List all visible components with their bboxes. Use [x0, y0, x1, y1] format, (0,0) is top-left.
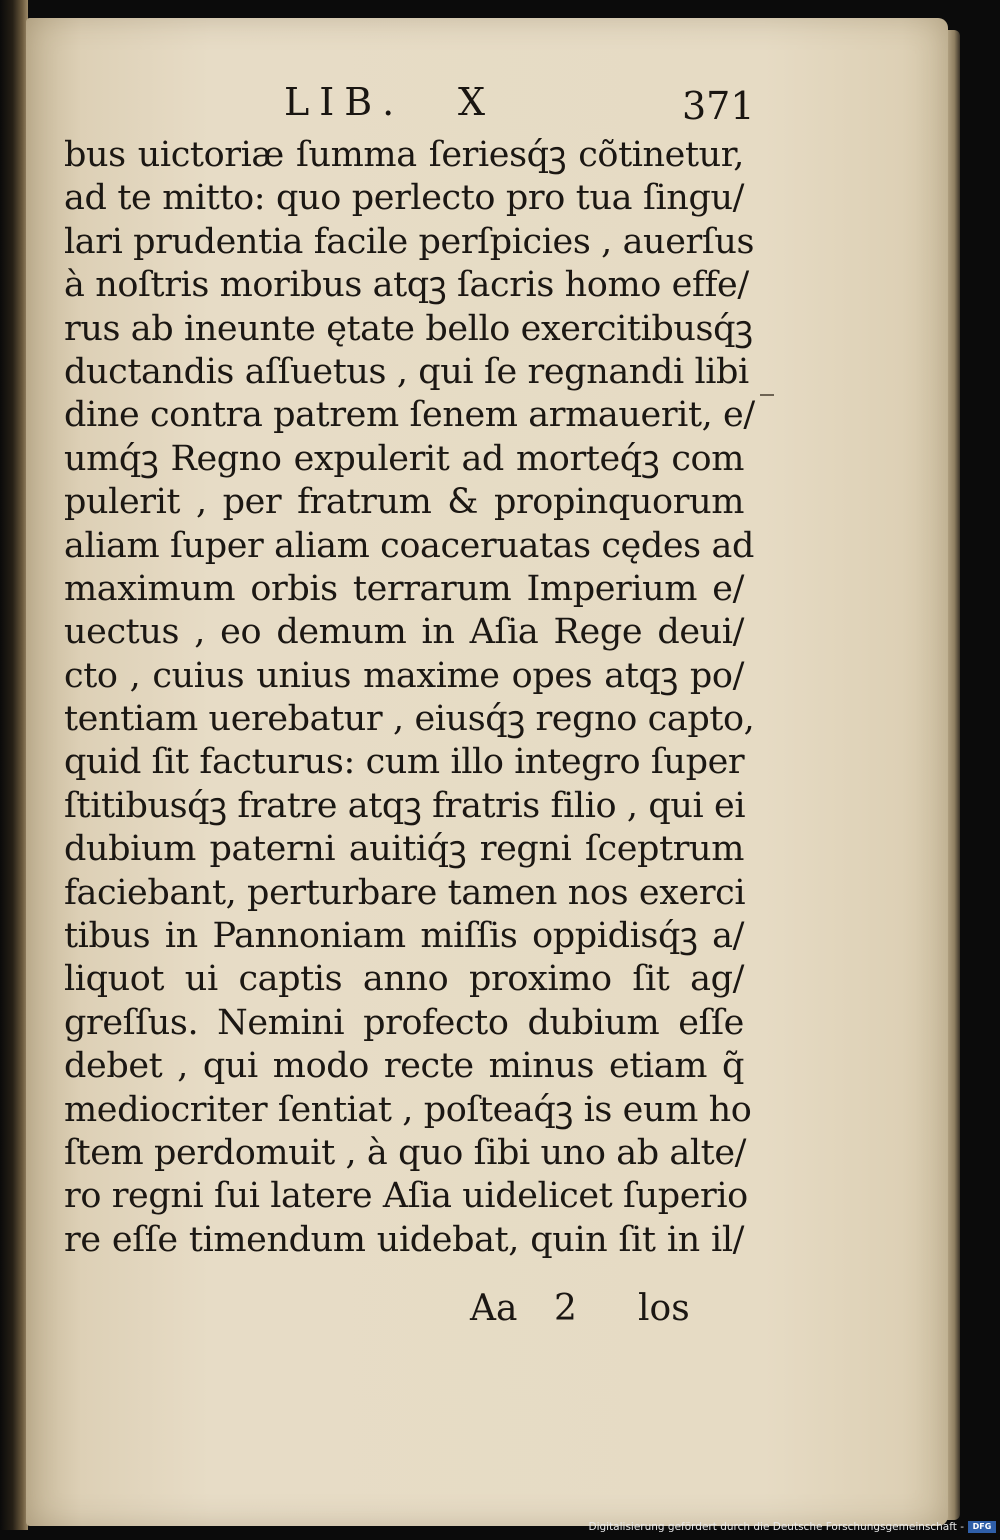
running-head-book-number: X	[458, 80, 486, 124]
text-line: umq́ꝫ Regno expulerit ad morteq́ꝫ com	[64, 438, 744, 479]
text-line: rus ab ineunte ętate bello exercitibusq́ꝫ	[64, 308, 753, 349]
text-line: tentiam uerebatur , eiusq́ꝫ regno capto,	[64, 699, 755, 740]
footer-credit: Digitalisierung gefördert durch die Deutsche Forschungsgemeinschaft -	[588, 1521, 964, 1533]
catchline	[470, 1288, 710, 1334]
text-line: à noſtris moribus atqꝫ ſacris homo effe/	[64, 265, 749, 306]
text-line: maximum orbis terrarum Imperium e/	[64, 568, 744, 609]
dfg-logo-icon: DFG	[968, 1521, 996, 1533]
running-head-book: LIB.	[284, 80, 405, 124]
text-line: re eſſe timendum uidebat, quin ſit in il/	[64, 1219, 744, 1260]
text-line: liquot ui captis anno proximo ſit ag/	[64, 959, 744, 1000]
text-line: quid ſit facturus: cum illo integro ſuper	[64, 742, 745, 783]
text-line: debet , qui modo recte minus etiam q̃	[64, 1046, 744, 1087]
text-line: ductandis aſſuetus , qui ſe regnandi libi	[64, 351, 749, 392]
text-line: ro regni ſui latere Aſia uidelicet ſuperio	[64, 1176, 748, 1217]
book-spine	[0, 0, 28, 1530]
text-line: mediocriter ſentiat , poſteaq́ꝫ is eum ho	[64, 1089, 752, 1130]
text-line: uectus , eo demum in Aſia Rege deui/	[64, 612, 744, 653]
text-line: faciebant, perturbare tamen nos exerci	[64, 872, 746, 913]
text-line: ſtem perdomuit , à quo ſibi uno ab alte/	[64, 1132, 747, 1173]
margin-mark	[760, 394, 774, 396]
text-line: aliam ſuper aliam coaceruatas cędes ad	[64, 525, 754, 566]
catchword: los	[638, 1288, 690, 1329]
text-line: greſſus. Nemini profecto dubium eſſe	[64, 1002, 744, 1043]
text-line: dine contra patrem ſenem armauerit, e/	[64, 395, 755, 436]
signature-number: 2	[554, 1288, 577, 1329]
page-fore-edge	[946, 30, 960, 1520]
text-line: tibus in Pannoniam miſſis oppidisq́ꝫ a/	[64, 916, 744, 957]
text-line: cto , cuius unius maxime opes atqꝫ po/	[64, 655, 744, 696]
text-line: bus uictoriæ ſumma ſeriesq́ꝫ cõtinetur,	[64, 135, 744, 175]
text-line: lari prudentia facile perſpicies , auerſus	[64, 221, 755, 262]
digitization-footer	[588, 1518, 996, 1536]
text-line: pulerit , per fratrum & propinquorum	[64, 482, 744, 523]
text-line: ſtitibusq́ꝫ fratre atqꝫ fratris filio , qui ei	[64, 785, 746, 826]
running-head	[30, 80, 950, 130]
signature-mark: Aa	[470, 1288, 518, 1329]
text-line: ad te mitto: quo perlecto pro tua ſingu/	[64, 178, 744, 219]
body-text	[64, 134, 755, 1262]
page-number: 371	[682, 84, 755, 128]
text-line: dubium paterni auitiq́ꝫ regni ſceptrum	[64, 829, 744, 870]
